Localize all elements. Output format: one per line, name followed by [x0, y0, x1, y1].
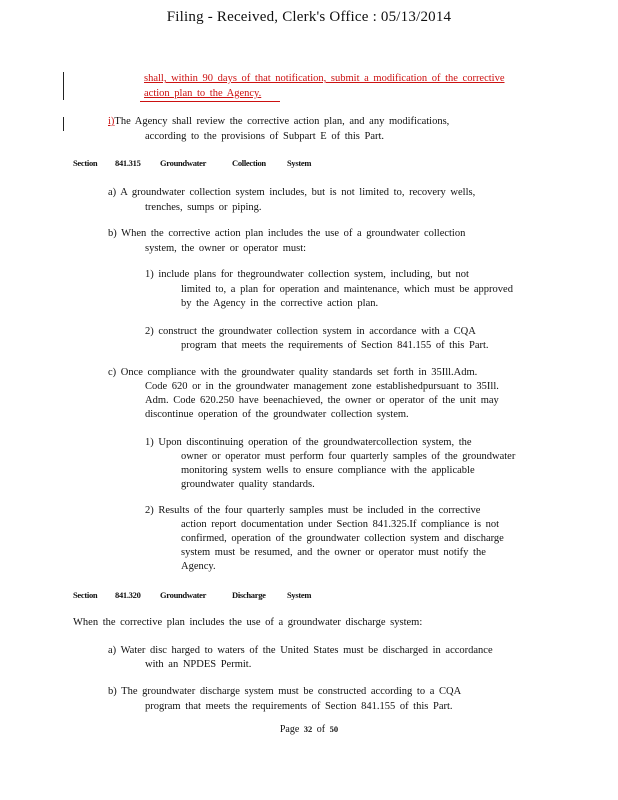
s315-b1-line-3: by the Agency in the corrective action plan. [181, 298, 379, 309]
page-header: Filing - Received, Clerk's Office : 05/13/2014 [166, 9, 452, 25]
s315-a-line-2: trenches, sumps or piping. [145, 202, 262, 213]
s315-c1-line-1: 1) Upon discontinuing operation of the groundwatercollection system, the [145, 437, 472, 448]
change-bar-1 [63, 72, 64, 100]
s315-c2-line-2: action report documentation under Section 841.325.If compliance is not [181, 519, 500, 530]
s315-a-line-1: a) A groundwater collection system includes, but is not limited to, recovery wells, [108, 187, 476, 198]
s315-c-line-1: c) Once compliance with the groundwater quality standards set forth in 35Ill.Adm. [108, 367, 478, 378]
s315-c-line-3: Adm. Code 620.250 have beenachieved, the owner or operator of the unit may [145, 395, 499, 406]
item-i-line-2: according to the provisions of Subpart E of this Part. [145, 131, 385, 142]
section-320-word: Section [73, 590, 98, 600]
s315-c-line-4: discontinue operation of the groundwater collection system. [145, 409, 409, 420]
section-315-title-2: Collection [232, 158, 266, 168]
s315-c2-line-1: 2) Results of the four quarterly samples must be included in the corrective [145, 505, 481, 516]
section-320-code: 841.320 [115, 590, 141, 600]
s315-c-line-2: Code 620 or in the groundwater management zone establishedpursuant to 35Ill. [145, 381, 499, 392]
s315-b-line-1: b) When the corrective action plan includes the use of a groundwater collection [108, 228, 466, 239]
footer-page-number: 32 [303, 724, 313, 734]
s315-b1-line-1: 1) include plans for thegroundwater collection system, including, but not [145, 269, 469, 280]
section-320-title-1: Groundwater [160, 590, 207, 600]
inserted-text-line-1: shall, within 90 days of that notification, submit a modification of the corrective [144, 73, 505, 84]
s320-b-line-2: program that meets the requirements of Section 841.155 of this Part. [145, 701, 453, 712]
section-320-title-2: Discharge [232, 590, 266, 600]
s315-c2-line-4: system must be resumed, and the owner or operator must notify the [181, 547, 486, 558]
item-i-line-1: The Agency shall review the corrective action plan, and any modifications, [114, 116, 450, 127]
s315-b2-line-1: 2) construct the groundwater collection system in accordance with a CQA [145, 326, 476, 337]
inserted-text-line-2: action plan to the Agency. [144, 88, 262, 99]
change-bar-2 [63, 117, 64, 131]
s315-b1-line-2: limited to, a plan for operation and maintenance, which must be approved [181, 284, 513, 295]
section-320-title-3: System [287, 590, 312, 600]
section-315-title-3: System [287, 158, 312, 168]
section-315-word: Section [73, 158, 98, 168]
footer-page-total: 50 [329, 724, 339, 734]
s315-c1-line-2: owner or operator must perform four quarterly samples of the groundwater [181, 451, 516, 462]
s315-b2-line-2: program that meets the requirements of Section 841.155 of this Part. [181, 340, 489, 351]
s315-c2-line-3: confirmed, operation of the groundwater collection system and discharge [181, 533, 504, 544]
section-315-title-1: Groundwater [160, 158, 207, 168]
s315-c1-line-3: monitoring system wells to ensure compliance with the applicable [181, 465, 475, 476]
s315-c1-line-4: groundwater quality standards. [181, 479, 315, 490]
s320-a-line-1: a) Water disc harged to waters of the United States must be discharged in accordance [108, 645, 493, 656]
s315-c2-line-5: Agency. [181, 561, 216, 572]
insertion-underline [140, 101, 280, 102]
page-footer [0, 722, 618, 737]
s315-b-line-2: system, the owner or operator must: [145, 243, 307, 254]
footer-of: of [316, 724, 326, 735]
footer-page-label: Page [279, 724, 300, 735]
item-i [108, 114, 449, 129]
item-i-label: i) [108, 116, 115, 127]
s320-intro: When the corrective plan includes the use of a groundwater discharge system: [73, 617, 423, 628]
section-315-code: 841.315 [115, 158, 141, 168]
s320-a-line-2: with an NPDES Permit. [145, 659, 252, 670]
s320-b-line-1: b) The groundwater discharge system must be constructed according to a CQA [108, 686, 462, 697]
